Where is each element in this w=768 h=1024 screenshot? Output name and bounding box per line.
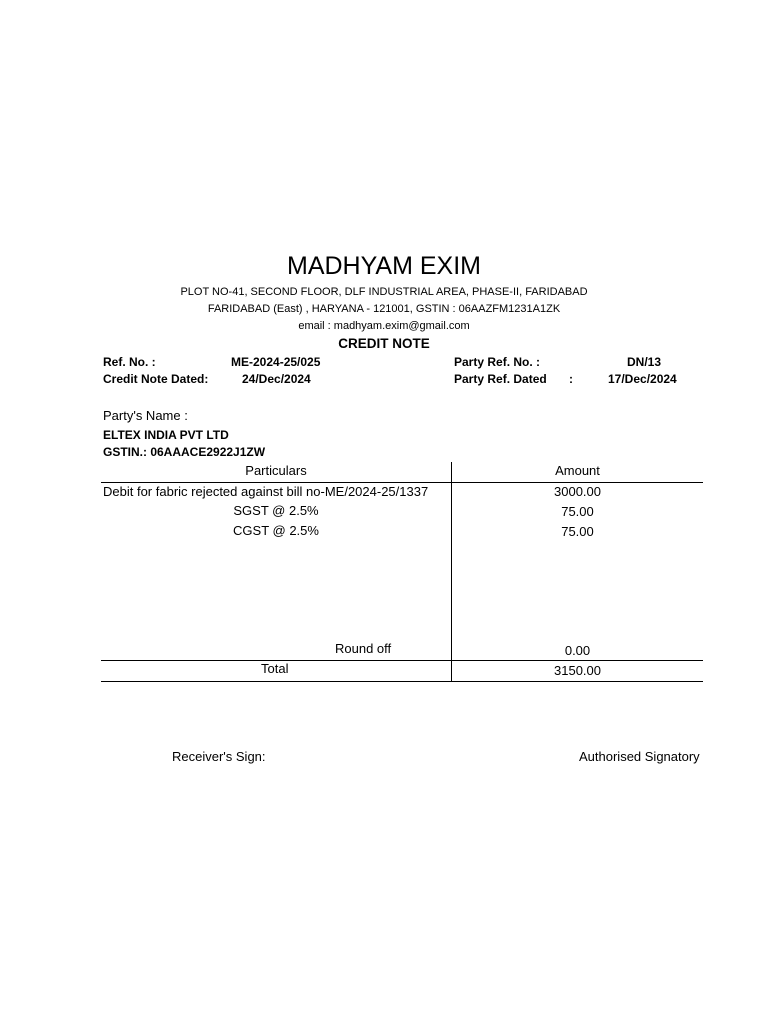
company-address-line1: PLOT NO-41, SECOND FLOOR, DLF INDUSTRIAL AREA, PHASE-II, FARIDABAD xyxy=(180,286,588,298)
company-email: email : madhyam.exim@gmail.com xyxy=(298,320,470,332)
company-name: MADHYAM EXIM xyxy=(287,252,481,280)
party-name: ELTEX INDIA PVT LTD xyxy=(103,428,229,442)
table-row-amount: 75.00 xyxy=(561,504,594,519)
table-row-particular: SGST @ 2.5% xyxy=(233,503,319,518)
company-address-line2: FARIDABAD (East) , HARYANA - 121001, GSTIN : 06AAZFM1231A1ZK xyxy=(207,303,561,315)
table-row-amount: 75.00 xyxy=(561,524,594,539)
party-ref-dated-colon: : xyxy=(569,372,573,386)
table-header-amount: Amount xyxy=(555,463,600,478)
table-total-top-rule xyxy=(101,660,703,661)
table-header-rule xyxy=(101,482,703,483)
party-ref-dated-label: Party Ref. Dated xyxy=(454,372,547,386)
party-ref-dated-value: 17/Dec/2024 xyxy=(608,372,677,386)
party-ref-no-label: Party Ref. No. : xyxy=(454,355,541,369)
table-row-particular: CGST @ 2.5% xyxy=(233,523,319,538)
ref-no-label: Ref. No. : xyxy=(103,355,156,369)
ref-no-value: ME-2024-25/025 xyxy=(231,355,321,369)
party-name-label: Party's Name : xyxy=(103,408,188,423)
receivers-sign-label: Receiver's Sign: xyxy=(172,749,266,764)
table-row-particular: Debit for fabric rejected against bill no-ME/2024-25/1337 xyxy=(103,484,429,499)
document-title: CREDIT NOTE xyxy=(338,336,430,351)
table-row-amount: 3000.00 xyxy=(554,484,601,499)
authorised-signatory-label: Authorised Signatory xyxy=(579,749,700,764)
credit-note-dated-value: 24/Dec/2024 xyxy=(242,372,311,386)
round-off-value: 0.00 xyxy=(564,643,591,658)
credit-note-dated-label: Credit Note Dated: xyxy=(103,372,209,386)
total-value: 3150.00 xyxy=(554,663,601,678)
party-ref-no-value: DN/13 xyxy=(627,355,662,369)
table-total-bottom-rule xyxy=(101,681,703,682)
round-off-label: Round off xyxy=(335,641,392,656)
party-gstin: GSTIN.: 06AAACE2922J1ZW xyxy=(103,445,266,459)
table-header-particulars: Particulars xyxy=(245,463,307,478)
total-label: Total xyxy=(261,661,289,676)
